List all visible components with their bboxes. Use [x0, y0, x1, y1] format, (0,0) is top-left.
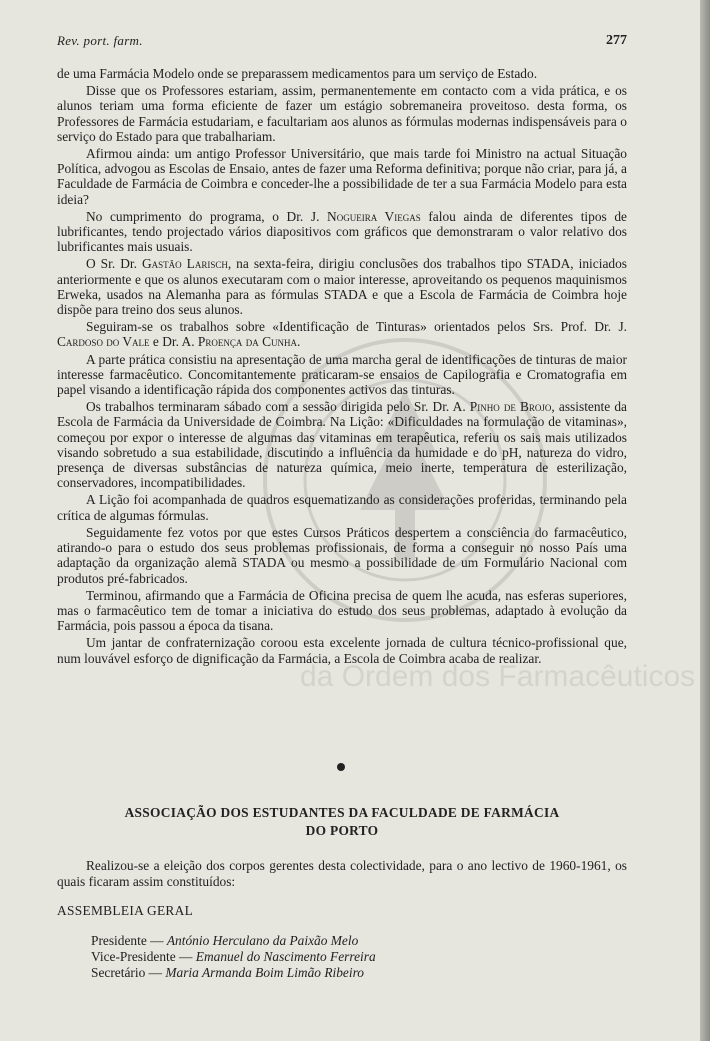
section-separator-dot — [337, 763, 345, 771]
paragraph — [57, 256, 627, 317]
paragraph — [57, 319, 627, 349]
assembly-heading: ASSEMBLEIA GERAL — [57, 903, 194, 918]
paragraph — [57, 83, 627, 144]
text-run: Seguiram-se os trabalhos sobre «Identificação de Tinturas» orientados pelos Srs. Prof. Dr. J. — [86, 319, 627, 335]
text-run: O Sr. Dr. — [86, 256, 142, 272]
text-run: Os trabalhos terminaram sábado com a sessão dirigida pelo Sr. Dr. A. — [86, 399, 470, 415]
paragraph — [57, 399, 627, 490]
officer-role: Secretário — — [91, 965, 166, 980]
paragraph — [57, 352, 627, 398]
person-name: Nogueira Viegas — [327, 208, 421, 224]
page-edge-shadow — [700, 0, 710, 1041]
text-run: falou ainda de diferentes tipos de lubrificantes, tendo projectado vários diapositivos com gráficos que demonstraram o valor relativo dos lubrificantes mais usuais. — [57, 208, 627, 255]
officer-role: Presidente — — [91, 933, 167, 948]
person-name: Pinho de Brojo — [469, 399, 552, 415]
running-header — [57, 33, 627, 53]
text-run: , assistente da Escola de Farmácia da Universidade de Coimbra. Na Lição: «Dificuldades na formulação de vitaminas», começou por expor o interesse de algumas das vitaminas em terapêutica, referiu os sais mais utilizados visando sobretudo a sua estabilidade, discutindo a influência da humidade e do pH, natureza do vidro, presença de diversas substâncias de natureza química, meio inerte, temperatura de esterilização, conservadores, incompatibilidades. — [57, 399, 627, 491]
officer-name: Maria Armanda Boim Limão Ribeiro — [165, 965, 365, 980]
officer-name: António Herculano da Paixão Melo — [166, 933, 359, 948]
officers-list — [91, 933, 591, 981]
paragraph — [57, 492, 627, 522]
officer-name: Emanuel do Nascimento Ferreira — [195, 949, 376, 964]
paragraph — [57, 66, 627, 81]
person-name: Proença da Cunha — [197, 334, 297, 350]
paragraph — [57, 209, 627, 255]
paragraph — [57, 635, 627, 665]
text-run: A Lição foi acompanhada de quadros esquematizando as considerações proferidas, terminando pela crítica de algumas fórmulas. — [57, 492, 627, 523]
person-name: Gastão Larisch — [141, 256, 228, 272]
article-body — [57, 66, 627, 668]
text-run: de uma Farmácia Modelo onde se preparassem medicamentos para um serviço de Estado. — [57, 66, 538, 81]
section-title-line-1: ASSOCIAÇÃO DOS ESTUDANTES DA FACULDADE DE FARMÁCIA — [124, 805, 560, 820]
text-run: Terminou, afirmando que a Farmácia de Oficina precisa de quem lhe acuda, nas esferas superiores, mas o farmacêutico tem de tomar a iniciativa do estudo dos seus problemas, adaptado à evolução da Farmácia, pois passou a época da tisana. — [57, 587, 627, 634]
officer-row — [91, 949, 591, 965]
text-run: A parte prática consistiu na apresentação de uma marcha geral de identificações de tinturas de maior interesse farmacêutico. Concomitantemente praticaram-se ensaios de Capilografia e Cromatografia em papel visando a identificação rápida dos componentes activos das tinturas. — [57, 351, 627, 398]
watermark-text: da Ordem dos Farmacêuticos — [300, 660, 696, 693]
paragraph — [57, 525, 627, 586]
paragraph — [57, 146, 627, 207]
text-run: Seguidamente fez votos por que estes Cursos Práticos despertem a consciência do farmacêutico, atirando-o para o estudo dos seus problemas profissionais, de forma a conseguir no nosso País uma adaptação da organização alemã STADA ou mesmo a possibilidade de um Formulário Nacional com produtos pré-fabricados. — [57, 524, 627, 586]
section-title — [57, 804, 627, 840]
journal-title: Rev. port. farm. — [57, 33, 143, 48]
text-run: e Dr. A. — [149, 334, 198, 350]
text-run: Um jantar de confraternização coroou esta excelente jornada de cultura técnico-profissional que, num louvável esforço de dignificação da Farmácia, a Escola de Coimbra acaba de realizar. — [57, 635, 627, 666]
section-title-line-2: DO PORTO — [305, 823, 379, 838]
text-run: . — [297, 334, 301, 350]
text-run: Disse que os Professores estariam, assim, permanentemente em contacto com a vida prática, e os alunos teriam uma forma eficiente de fazer um estágio sobremaneira proveitoso. desta forma, os Professores de Farmácia estudariam, e facultariam aos alunos as fórmulas modernas indispensáveis para o serviço do Estado para que trabalhariam. — [57, 83, 627, 144]
page-number: 277 — [606, 33, 627, 48]
paragraph — [57, 588, 627, 634]
text-run: Afirmou ainda: um antigo Professor Universitário, que mais tarde foi Ministro na actual Situação Política, advogou as Escolas de Ensaio, antes de fazer uma Reforma definitiva; porque não criar, para já, a Faculdade de Farmácia de Coimbra e conceder-lhe a possibilidade de ter a sua Farmácia Modelo para esta ideia? — [57, 146, 627, 207]
section-intro-text: Realizou-se a eleição dos corpos gerentes desta colectividade, para o ano lectivo de 1960-1961, os quais ficaram assim constituídos: — [57, 858, 627, 889]
text-run: No cumprimento do programa, o Dr. J. — [86, 208, 328, 224]
officer-role: Vice-Presidente — — [91, 949, 196, 964]
officer-row — [91, 965, 591, 981]
officer-row — [91, 933, 591, 949]
person-name: Cardoso do Vale — [57, 334, 150, 350]
text-run: , na sexta-feira, dirigiu conclusões dos trabalhos tipo STADA, iniciados anteriormente e que os alunos executaram com o maior interesse, aproveitando os pequenos maquinismos Erweka, usados na Alemanha para as fórmulas STADA e que a Escola de Farmácia de Coimbra hoje dispõe para treino dos seus alunos. — [57, 256, 627, 318]
section-intro — [57, 858, 627, 890]
